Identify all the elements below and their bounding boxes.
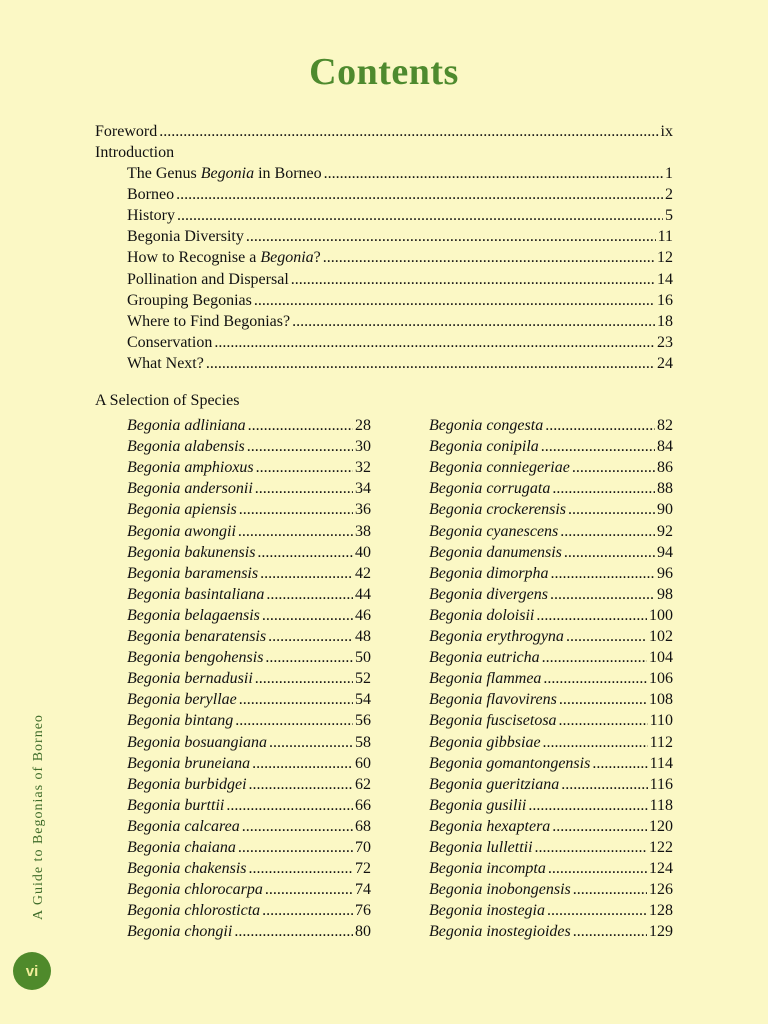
species-page: 30	[355, 438, 371, 456]
dot-leader	[528, 795, 647, 816]
species-name: Begonia bernadusii	[127, 670, 253, 688]
species-name: Begonia apiensis	[127, 501, 237, 519]
species-page: 126	[649, 881, 673, 899]
species-entry	[127, 499, 371, 520]
species-name: Begonia lullettii	[429, 839, 533, 856]
toc-label-part: Pollination and Dispersal	[127, 270, 289, 288]
species-entry	[429, 732, 673, 753]
toc-entry-label	[127, 226, 244, 247]
species-name: Begonia gusilii	[429, 796, 527, 814]
species-entry	[429, 542, 673, 563]
species-name: Begonia basintaliana	[127, 585, 265, 603]
species-entry	[127, 900, 371, 921]
species-name: Begonia incompta	[429, 860, 546, 878]
toc-entry-label	[127, 332, 212, 353]
section-heading-species: A Selection of Species	[95, 392, 240, 409]
species-name: Begonia gibbsiae	[429, 733, 541, 751]
dot-leader	[550, 584, 655, 605]
dot-leader	[254, 290, 655, 311]
species-name: Begonia bruneiana	[127, 754, 251, 772]
species-entry	[429, 795, 673, 816]
dot-leader	[561, 774, 647, 795]
species-name: Begonia adliniana	[127, 417, 246, 434]
species-entry	[127, 647, 371, 668]
dot-leader	[536, 605, 647, 626]
species-page: 120	[649, 817, 673, 835]
species-page: 104	[649, 649, 673, 667]
species-entry	[429, 478, 673, 499]
toc-entry-label	[127, 353, 204, 374]
species-page: 122	[649, 839, 673, 856]
dot-leader	[235, 710, 353, 731]
species-name: Begonia inobongensis	[429, 881, 571, 899]
dot-leader	[252, 753, 353, 774]
species-name: Begonia burttii	[127, 796, 225, 814]
species-page: 58	[355, 733, 371, 751]
species-entry	[429, 921, 673, 942]
dot-leader	[566, 626, 647, 647]
species-name: Begonia baramensis	[127, 564, 259, 582]
dot-leader	[262, 605, 353, 626]
species-name: Begonia crockerensis	[429, 501, 566, 519]
species-name: Begonia inostegioides	[429, 923, 571, 941]
dot-leader	[548, 858, 647, 879]
species-page: 68	[355, 817, 371, 835]
species-page: 84	[657, 438, 673, 456]
species-entry	[127, 753, 371, 774]
dot-leader	[324, 163, 663, 184]
species-entry	[127, 605, 371, 626]
dot-leader	[239, 499, 353, 520]
species-entry	[429, 563, 673, 584]
species-page: 90	[657, 501, 673, 519]
species-entry	[127, 457, 371, 478]
dot-leader	[269, 732, 353, 753]
toc-label-part: History	[127, 207, 175, 225]
toc-entry-label	[127, 184, 174, 205]
toc-entry-page: 18	[657, 312, 673, 330]
dot-leader	[564, 542, 655, 563]
species-page: 34	[355, 480, 371, 498]
dot-leader	[266, 584, 353, 605]
species-name: Begonia beryllae	[127, 691, 237, 709]
species-entry	[127, 542, 371, 563]
dot-leader	[255, 478, 353, 499]
species-page: 28	[355, 417, 371, 434]
toc-entry-page: 5	[665, 207, 673, 225]
dot-leader	[206, 353, 655, 374]
species-name: Begonia alabensis	[127, 438, 245, 456]
toc-label-part: in Borneo	[254, 165, 322, 182]
toc-entry-page: ix	[660, 123, 673, 140]
species-name: Begonia chlorosticta	[127, 902, 261, 920]
species-page: 94	[657, 543, 673, 561]
species-page: 102	[649, 628, 673, 645]
species-entry	[429, 689, 673, 710]
species-name: Begonia amphioxus	[127, 459, 254, 477]
species-name: Begonia erythrogyna	[429, 628, 564, 645]
species-name: Begonia eutricha	[429, 649, 540, 667]
toc-entry-label	[127, 247, 321, 268]
species-page: 116	[649, 775, 673, 793]
toc-label-italic: Begonia	[260, 249, 314, 267]
species-page: 70	[355, 839, 371, 856]
toc-entry-foreword	[95, 121, 673, 142]
species-name: Begonia flavovirens	[429, 691, 557, 709]
species-name: Begonia chongii	[127, 923, 233, 941]
toc-entry	[127, 290, 673, 311]
dot-leader	[547, 900, 647, 921]
toc-entry-page: 24	[657, 354, 673, 372]
species-name: Begonia doloisii	[429, 606, 535, 624]
toc-label-part: What Next?	[127, 354, 204, 372]
dot-leader	[559, 710, 648, 731]
toc-entry	[127, 247, 673, 268]
dot-leader	[257, 542, 353, 563]
species-page: 100	[649, 606, 673, 624]
species-entry	[429, 879, 673, 900]
species-entry	[429, 415, 673, 436]
species-page: 80	[355, 923, 371, 941]
species-page: 38	[355, 522, 371, 540]
species-entry	[429, 647, 673, 668]
species-page: 54	[355, 691, 371, 709]
toc-label-part: Conservation	[127, 333, 213, 351]
species-name: Begonia chlorocarpa	[127, 881, 263, 899]
species-page: 98	[657, 585, 673, 603]
species-entry	[429, 753, 673, 774]
species-name: Begonia bintang	[127, 712, 234, 730]
section-heading-introduction: Introduction	[95, 144, 175, 161]
species-name: Begonia inostegia	[429, 902, 545, 920]
species-entry	[429, 900, 673, 921]
species-name: Begonia conipila	[429, 438, 539, 456]
toc-label-part: Where to Find Begonias?	[127, 312, 291, 330]
dot-leader	[226, 795, 353, 816]
dot-leader	[535, 837, 647, 858]
toc-entry-page: 11	[657, 228, 673, 246]
dot-leader	[292, 311, 655, 332]
dot-leader	[247, 436, 353, 457]
species-entry	[127, 858, 371, 879]
toc-entry-label	[127, 205, 175, 226]
species-entry	[429, 436, 673, 457]
species-name: Begonia fuscisetosa	[429, 712, 557, 730]
dot-leader	[255, 668, 353, 689]
dot-leader	[552, 478, 655, 499]
dot-leader	[214, 332, 655, 353]
species-page: 96	[657, 564, 673, 582]
species-entry	[127, 879, 371, 900]
dot-leader	[265, 647, 353, 668]
species-entry	[127, 668, 371, 689]
toc-entry	[127, 163, 673, 184]
species-name: Begonia cyanescens	[429, 522, 559, 540]
species-name: Begonia calcarea	[127, 817, 240, 835]
species-name: Begonia flammea	[429, 670, 542, 688]
species-entry	[127, 795, 371, 816]
species-name: Begonia belagaensis	[127, 606, 260, 624]
dot-leader	[177, 205, 663, 226]
dot-leader	[238, 837, 353, 858]
species-name: Begonia divergens	[429, 585, 548, 603]
species-name: Begonia dimorpha	[429, 564, 549, 582]
species-page: 74	[355, 881, 371, 899]
dot-leader	[249, 774, 353, 795]
species-entry	[429, 626, 673, 647]
species-entry	[127, 774, 371, 795]
dot-leader	[560, 521, 655, 542]
toc-label-part: Begonia Diversity	[127, 228, 244, 246]
species-entry	[127, 816, 371, 837]
species-entry	[429, 858, 673, 879]
species-entry	[127, 521, 371, 542]
species-page: 110	[649, 712, 673, 730]
species-entry	[127, 837, 371, 858]
species-entry	[127, 921, 371, 942]
toc-entry	[127, 269, 673, 290]
toc-entry-page: 2	[665, 186, 673, 204]
species-page: 52	[355, 670, 371, 688]
species-page: 129	[649, 923, 673, 941]
species-page: 86	[657, 459, 673, 477]
species-page: 48	[355, 628, 371, 645]
dot-leader	[249, 858, 353, 879]
dot-leader	[262, 900, 353, 921]
book-title-sidebar: A Guide to Begonias of Borneo	[31, 714, 46, 920]
species-page: 62	[355, 775, 371, 793]
dot-leader	[573, 921, 647, 942]
species-name: Begonia congesta	[429, 417, 544, 434]
toc-entry-label	[127, 290, 252, 311]
species-entry	[429, 499, 673, 520]
dot-leader	[552, 816, 647, 837]
dot-leader	[592, 753, 647, 774]
species-page: 88	[657, 480, 673, 498]
toc-entry	[127, 226, 673, 247]
toc-entry-page: 23	[657, 333, 673, 351]
species-entry	[127, 732, 371, 753]
species-page: 40	[355, 543, 371, 561]
species-page: 82	[657, 417, 673, 434]
dot-leader	[260, 563, 353, 584]
species-name: Begonia burbidgei	[127, 775, 247, 793]
dot-leader	[573, 879, 647, 900]
dot-leader	[268, 626, 353, 647]
toc-label-part: Grouping Begonias	[127, 291, 252, 309]
species-name: Begonia hexaptera	[429, 817, 551, 835]
species-entry	[127, 689, 371, 710]
page-number-badge: vi	[13, 952, 51, 990]
dot-leader	[242, 816, 353, 837]
dot-leader	[176, 184, 663, 205]
species-entry	[127, 478, 371, 499]
species-entry	[127, 415, 371, 436]
dot-leader	[323, 247, 655, 268]
toc-entry-page: 1	[665, 165, 673, 182]
species-name: Begonia chakensis	[127, 860, 247, 878]
species-page: 56	[355, 712, 371, 730]
species-page: 32	[355, 459, 371, 477]
species-entry	[429, 816, 673, 837]
species-entry	[429, 457, 673, 478]
dot-leader	[543, 732, 648, 753]
species-name: Begonia bakunensis	[127, 543, 256, 561]
dot-leader	[545, 415, 655, 436]
species-page: 106	[649, 670, 673, 688]
toc-entry-page: 12	[657, 249, 673, 267]
species-page: 114	[649, 754, 673, 772]
toc-entry	[127, 205, 673, 226]
toc-label-part: Borneo	[127, 186, 175, 204]
species-entry	[429, 710, 673, 731]
toc-entry	[127, 184, 673, 205]
dot-leader	[541, 436, 655, 457]
dot-leader	[265, 879, 353, 900]
toc-entry-label	[127, 269, 289, 290]
dot-leader	[559, 689, 647, 710]
species-entry	[429, 668, 673, 689]
species-entry	[429, 521, 673, 542]
species-entry	[127, 563, 371, 584]
species-entry	[127, 584, 371, 605]
species-name: Begonia danumensis	[429, 543, 562, 561]
species-name: Begonia corrugata	[429, 480, 551, 498]
species-entry	[429, 605, 673, 626]
species-page: 128	[649, 902, 673, 920]
species-page: 46	[355, 606, 371, 624]
species-name: Begonia bengohensis	[127, 649, 264, 667]
species-name: Begonia gomantongensis	[429, 754, 591, 772]
species-page: 124	[649, 860, 673, 878]
species-entry	[429, 774, 673, 795]
species-page: 76	[355, 902, 371, 920]
dot-leader	[234, 921, 353, 942]
toc-entry-label: Foreword	[95, 123, 158, 140]
toc-label-italic: Begonia	[200, 165, 255, 182]
toc-label-part: ?	[313, 249, 321, 267]
species-page: 118	[649, 796, 673, 814]
species-page: 66	[355, 796, 371, 814]
species-name: Begonia awongii	[127, 522, 236, 540]
dot-leader	[551, 563, 655, 584]
species-entry	[429, 837, 673, 858]
species-name: Begonia chaiana	[127, 839, 236, 856]
species-name: Begonia bosuangiana	[127, 733, 267, 751]
toc-entry	[127, 311, 673, 332]
species-name: Begonia gueritziana	[429, 775, 560, 793]
dot-leader	[239, 689, 353, 710]
species-page: 36	[355, 501, 371, 519]
species-entry	[127, 626, 371, 647]
dot-leader	[246, 226, 656, 247]
dot-leader	[256, 457, 353, 478]
page-title: Contents	[309, 51, 459, 93]
dot-leader	[291, 269, 655, 290]
species-page: 72	[355, 860, 371, 878]
dot-leader	[159, 121, 658, 142]
species-name: Begonia conniegeriae	[429, 459, 570, 477]
toc-label-part: The Genus	[127, 165, 201, 182]
dot-leader	[248, 415, 353, 436]
species-entry	[429, 584, 673, 605]
species-page: 112	[649, 733, 673, 751]
species-page: 92	[657, 522, 673, 540]
species-page: 44	[355, 585, 371, 603]
toc-entry-page: 14	[657, 270, 673, 288]
toc-entry-label	[127, 311, 290, 332]
species-name: Begonia benaratensis	[127, 628, 267, 645]
species-page: 50	[355, 649, 371, 667]
toc-entry	[127, 332, 673, 353]
dot-leader	[568, 499, 655, 520]
species-page: 42	[355, 564, 371, 582]
species-entry	[127, 436, 371, 457]
toc-entry-page: 16	[657, 291, 673, 309]
species-name: Begonia andersonii	[127, 480, 253, 498]
dot-leader	[542, 647, 647, 668]
dot-leader	[238, 521, 353, 542]
dot-leader	[543, 668, 647, 689]
species-page: 108	[649, 691, 673, 709]
toc-entry-label	[127, 163, 322, 184]
toc-entry	[127, 353, 673, 374]
toc-label-part: How to Recognise a	[127, 249, 261, 267]
species-page: 60	[355, 754, 371, 772]
species-entry	[127, 710, 371, 731]
dot-leader	[572, 457, 655, 478]
